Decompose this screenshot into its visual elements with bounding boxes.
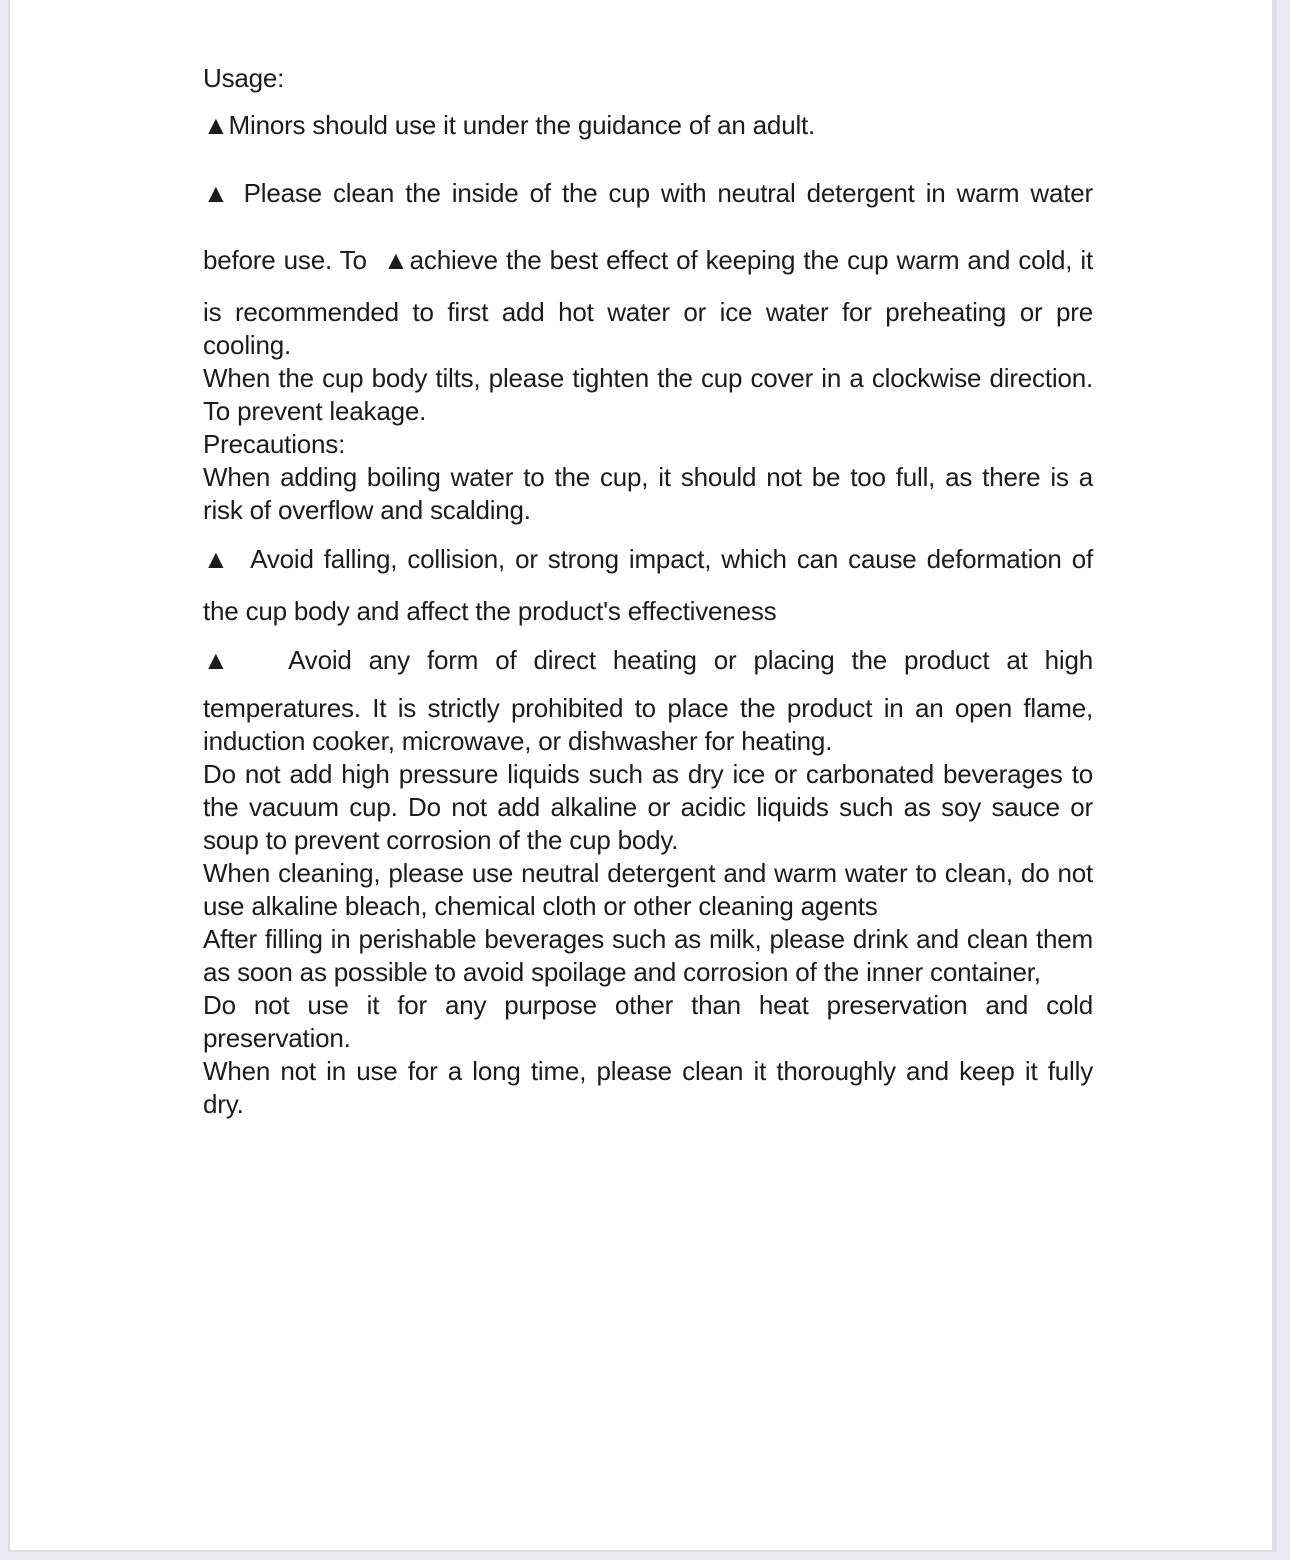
text-line: dry.: [203, 1089, 244, 1119]
text-line: When cleaning, please use neutral detergent and warm water to clean, do not: [203, 858, 1093, 888]
text-line: cooling.: [203, 330, 292, 360]
text-line: When the cup body tilts, please tighten the cup cover in a clockwise direction.: [203, 363, 1093, 393]
heading-usage: Usage:: [203, 63, 285, 93]
warning-line: ▲ Avoid falling, collision, or strong impact, which can cause deformation of: [203, 544, 1093, 574]
text-line: risk of overflow and scalding.: [203, 495, 531, 525]
text-line: temperatures. It is strictly prohibited to place the product in an open flame,: [203, 693, 1093, 723]
text-line: When not in use for a long time, please clean it thoroughly and keep it fully: [203, 1056, 1093, 1086]
text-line: induction cooker, microwave, or dishwasher for heating.: [203, 726, 833, 756]
text-line: use alkaline bleach, chemical cloth or other cleaning agents: [203, 891, 878, 921]
warning-line: ▲Minors should use it under the guidance of an adult.: [203, 110, 816, 140]
warning-line: ▲ Avoid any form of direct heating or placing the product at high: [203, 645, 1093, 675]
warning-line: ▲ Please clean the inside of the cup with neutral detergent in warm water: [203, 178, 1093, 208]
text-line: preservation.: [203, 1023, 351, 1053]
text-line: the cup body and affect the product's effectiveness: [203, 596, 777, 626]
text-line: the vacuum cup. Do not add alkaline or acidic liquids such as soy sauce or: [203, 792, 1093, 822]
document-page: [8, 0, 1277, 1552]
text-line: Do not use it for any purpose other than heat preservation and cold: [203, 990, 1093, 1020]
document-content: [10, 0, 1280, 1121]
text-line: To prevent leakage.: [203, 396, 427, 426]
text-line: Do not add high pressure liquids such as dry ice or carbonated beverages to: [203, 759, 1093, 789]
text-line: as soon as possible to avoid spoilage and corrosion of the inner container,: [203, 957, 1041, 987]
text-line: soup to prevent corrosion of the cup body.: [203, 825, 679, 855]
text-line: before use. To ▲achieve the best effect of keeping the cup warm and cold, it: [203, 245, 1093, 275]
text-line: When adding boiling water to the cup, it should not be too full, as there is a: [203, 462, 1093, 492]
heading-precautions: Precautions:: [203, 429, 346, 459]
text-line: is recommended to first add hot water or ice water for preheating or pre: [203, 297, 1093, 327]
text-line: After filling in perishable beverages such as milk, please drink and clean them: [203, 924, 1093, 954]
